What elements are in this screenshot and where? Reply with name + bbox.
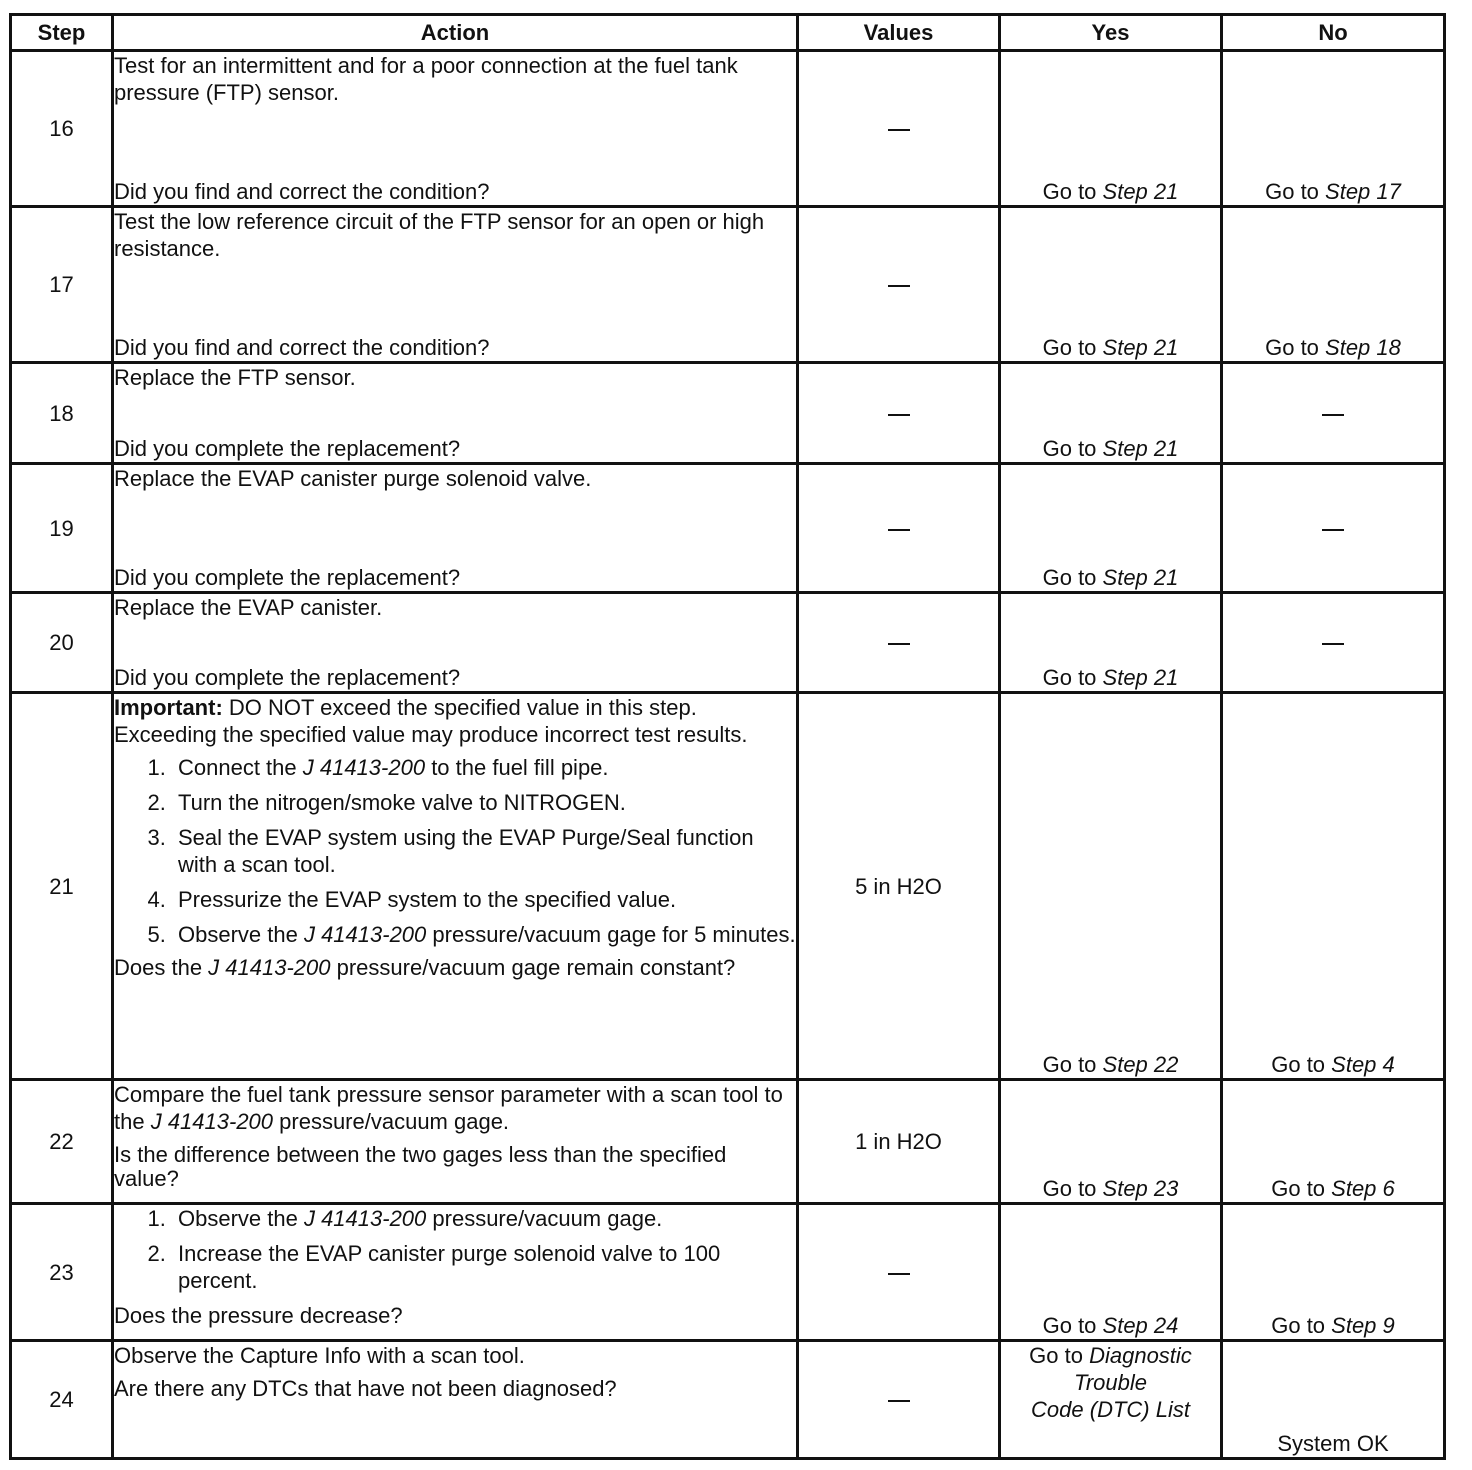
no-cell[interactable] — [1222, 1204, 1445, 1341]
tool-reference: J 41413-200 — [208, 955, 331, 980]
values-cell — [798, 363, 1000, 464]
table-row — [11, 464, 1445, 593]
yes-dtc-link[interactable]: Code (DTC) List — [1031, 1397, 1190, 1422]
dash-mark — [888, 285, 910, 287]
action-cell — [113, 1204, 798, 1341]
list-item: 2. Turn the nitrogen/smoke valve to NITROGEN. — [172, 789, 796, 816]
yes-cell[interactable] — [1000, 1080, 1222, 1204]
list-item: 5. Observe the J 41413-200 pressure/vacuum gage for 5 minutes. — [172, 921, 796, 948]
header-yes: Yes — [1000, 15, 1222, 51]
table-row — [11, 51, 1445, 207]
dash-mark — [888, 643, 910, 645]
table-row — [11, 1204, 1445, 1341]
header-step: Step — [11, 15, 113, 51]
yes-prefix: Go to — [1042, 179, 1103, 204]
no-cell — [1222, 464, 1445, 593]
step-number: 21 — [11, 693, 113, 1080]
no-cell[interactable] — [1222, 207, 1445, 363]
action-text: Observe the Capture Info with a scan tool. — [114, 1343, 525, 1368]
dash-mark — [1322, 414, 1344, 416]
yes-step-link[interactable]: Step 21 — [1102, 436, 1179, 461]
yes-cell[interactable] — [1000, 693, 1222, 1080]
step-number: 23 — [11, 1204, 113, 1341]
no-prefix: Go to — [1271, 1176, 1332, 1201]
tool-reference: J 41413-200 — [303, 922, 427, 947]
list-item: 4. Pressurize the EVAP system to the specified value. — [172, 886, 796, 913]
no-prefix: Go to — [1265, 179, 1326, 204]
important-label: Important: — [114, 695, 223, 720]
important-text: DO NOT exceed the specified value in this step. Exceeding the specified value may produce incorrect test results. — [114, 695, 748, 747]
action-cell — [113, 1341, 798, 1459]
step-number: 24 — [11, 1341, 113, 1459]
dash-mark — [888, 129, 910, 131]
no-cell[interactable] — [1222, 51, 1445, 207]
yes-prefix: Go to — [1042, 1176, 1103, 1201]
header-values: Values — [798, 15, 1000, 51]
yes-step-link[interactable]: Step 23 — [1102, 1176, 1179, 1201]
table-row — [11, 1080, 1445, 1204]
step-number: 19 — [11, 464, 113, 593]
step-number: 20 — [11, 593, 113, 693]
list-item: 3. Seal the EVAP system using the EVAP Purge/Seal function with a scan tool. — [172, 824, 796, 878]
action-question: Does the J 41413-200 pressure/vacuum gage remain constant? — [114, 955, 736, 980]
tool-reference: J 41413-200 — [150, 1109, 274, 1134]
no-cell — [1222, 593, 1445, 693]
no-prefix: Go to — [1271, 1313, 1332, 1338]
no-cell — [1222, 363, 1445, 464]
values-cell: 5 in H2O — [798, 693, 1000, 1080]
no-step-link[interactable]: Step 4 — [1331, 1052, 1395, 1077]
action-text: Replace the EVAP canister purge solenoid valve. — [114, 466, 592, 491]
list-item: 2. Increase the EVAP canister purge solenoid valve to 100 percent. — [172, 1240, 796, 1294]
dash-mark — [888, 1273, 910, 1275]
action-text: Replace the FTP sensor. — [114, 365, 356, 390]
values-cell — [798, 593, 1000, 693]
action-text: Test for an intermittent and for a poor connection at the fuel tank pressure (FTP) sensor. — [114, 53, 738, 105]
tool-reference: J 41413-200 — [303, 1206, 427, 1231]
yes-cell[interactable] — [1000, 1341, 1222, 1459]
step-number: 22 — [11, 1080, 113, 1204]
yes-prefix: Go to — [1029, 1343, 1090, 1368]
important-note — [114, 694, 796, 748]
values-cell: 1 in H2O — [798, 1080, 1000, 1204]
no-step-link[interactable]: Step 18 — [1325, 335, 1401, 360]
procedure-list — [114, 754, 796, 948]
yes-prefix: Go to — [1042, 1313, 1103, 1338]
action-cell — [113, 593, 798, 693]
no-step-link[interactable]: Step 6 — [1331, 1176, 1395, 1201]
yes-prefix: Go to — [1042, 665, 1103, 690]
action-question: Did you complete the replacement? — [114, 565, 461, 590]
list-item: 1. Observe the J 41413-200 pressure/vacuum gage. — [172, 1205, 796, 1232]
dash-mark — [1322, 643, 1344, 645]
dash-mark — [1322, 529, 1344, 531]
yes-prefix: Go to — [1042, 565, 1103, 590]
values-cell — [798, 1341, 1000, 1459]
yes-dtc-link[interactable]: Trouble — [1074, 1370, 1147, 1395]
yes-step-link[interactable]: Step 21 — [1102, 665, 1179, 690]
yes-step-link[interactable]: Step 21 — [1102, 335, 1179, 360]
values-cell — [798, 51, 1000, 207]
action-text: Replace the EVAP canister. — [114, 595, 383, 620]
yes-prefix: Go to — [1042, 1052, 1103, 1077]
action-cell — [113, 51, 798, 207]
header-action: Action — [113, 15, 798, 51]
step-number: 16 — [11, 51, 113, 207]
action-question: Is the difference between the two gages less than the specified value? — [114, 1142, 727, 1191]
step-number: 17 — [11, 207, 113, 363]
table-row — [11, 1341, 1445, 1459]
table-row — [11, 593, 1445, 693]
table-row — [11, 207, 1445, 363]
procedure-list — [114, 1205, 796, 1294]
action-question: Did you find and correct the condition? — [114, 179, 490, 204]
values-cell — [798, 1204, 1000, 1341]
table-row — [11, 693, 1445, 1080]
no-step-link[interactable]: Step 17 — [1325, 179, 1401, 204]
table-row — [11, 363, 1445, 464]
yes-cell[interactable] — [1000, 363, 1222, 464]
action-cell — [113, 693, 798, 1080]
action-text: Compare the fuel tank pressure sensor parameter with a scan tool to the J 41413-200 pressure/vacuum gage. — [114, 1082, 783, 1134]
yes-cell[interactable] — [1000, 464, 1222, 593]
values-cell — [798, 207, 1000, 363]
diagnostic-table — [9, 13, 1446, 1460]
yes-dtc-link[interactable]: Diagnostic — [1089, 1343, 1192, 1368]
no-cell[interactable] — [1222, 1080, 1445, 1204]
no-cell: System OK — [1222, 1341, 1445, 1459]
no-cell[interactable] — [1222, 693, 1445, 1080]
action-question: Are there any DTCs that have not been diagnosed? — [114, 1376, 617, 1401]
tool-reference: J 41413-200 — [302, 755, 426, 780]
yes-step-link[interactable]: Step 21 — [1102, 565, 1179, 590]
no-prefix: Go to — [1265, 335, 1326, 360]
header-row — [11, 15, 1445, 51]
yes-cell[interactable] — [1000, 51, 1222, 207]
no-step-link[interactable]: Step 9 — [1331, 1313, 1395, 1338]
dash-mark — [888, 529, 910, 531]
action-text: Test the low reference circuit of the FTP sensor for an open or high resistance. — [114, 209, 765, 261]
action-question: Did you complete the replacement? — [114, 665, 461, 690]
header-no: No — [1222, 15, 1445, 51]
yes-step-link[interactable]: Step 24 — [1102, 1313, 1179, 1338]
action-question: Did you complete the replacement? — [114, 436, 461, 461]
action-cell — [113, 1080, 798, 1204]
action-cell — [113, 464, 798, 593]
no-prefix: Go to — [1271, 1052, 1332, 1077]
yes-cell[interactable] — [1000, 1204, 1222, 1341]
list-item: 1. Connect the J 41413-200 to the fuel fill pipe. — [172, 754, 796, 781]
action-question: Did you find and correct the condition? — [114, 335, 490, 360]
action-cell — [113, 363, 798, 464]
yes-prefix: Go to — [1042, 436, 1103, 461]
dash-mark — [888, 1400, 910, 1402]
yes-step-link[interactable]: Step 22 — [1102, 1052, 1179, 1077]
action-cell — [113, 207, 798, 363]
step-number: 18 — [11, 363, 113, 464]
values-cell — [798, 464, 1000, 593]
action-question: Does the pressure decrease? — [114, 1303, 403, 1328]
yes-cell[interactable] — [1000, 593, 1222, 693]
yes-prefix: Go to — [1042, 335, 1103, 360]
yes-cell[interactable] — [1000, 207, 1222, 363]
dash-mark — [888, 414, 910, 416]
yes-step-link[interactable]: Step 21 — [1102, 179, 1179, 204]
